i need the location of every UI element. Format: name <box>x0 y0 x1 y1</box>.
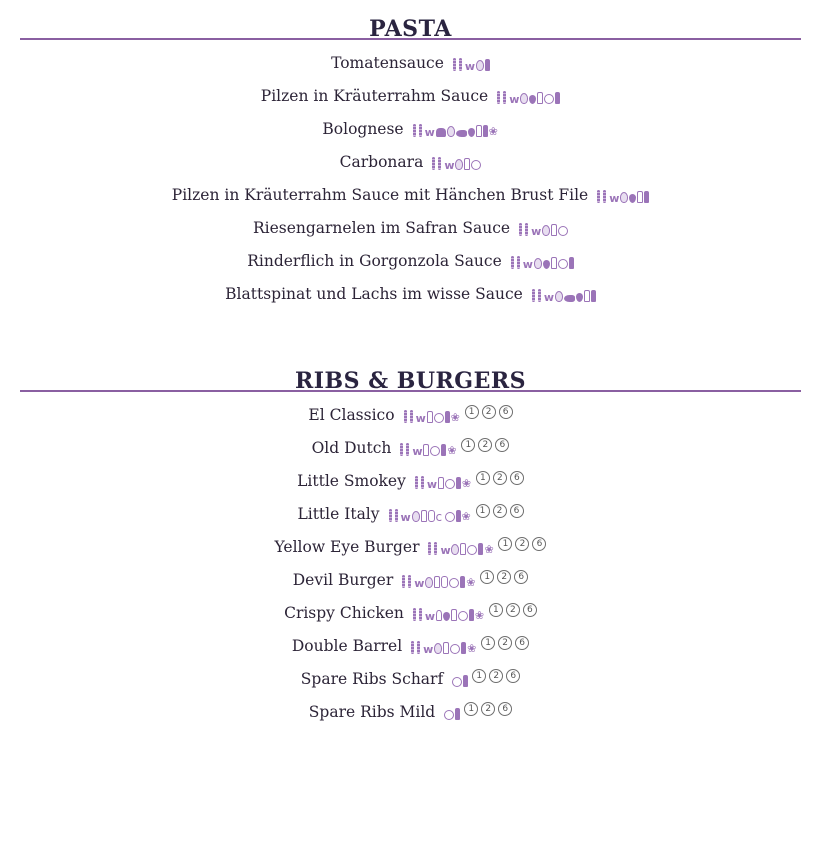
drop-icon <box>468 128 475 137</box>
bottle-icon <box>469 609 474 621</box>
wheat-icon <box>428 542 431 555</box>
menu-item-name: Riesengarnelen im Safran Sauce <box>252 218 511 237</box>
w-icon: w <box>440 543 451 557</box>
allergen-icons <box>597 187 649 203</box>
egg-icon <box>520 93 528 104</box>
menu-item-name: Yellow Eye Burger <box>274 537 420 556</box>
additive-codes <box>480 573 528 587</box>
bottle-icon <box>461 642 466 654</box>
menu-item <box>20 211 801 244</box>
allergen-icons <box>413 121 499 137</box>
circle-icon <box>471 160 481 170</box>
milk-icon <box>451 609 457 621</box>
menu-item <box>20 662 801 695</box>
additive-number-badge: 2 <box>478 438 492 452</box>
wheat-icon <box>404 410 407 423</box>
allergen-icons <box>413 605 485 621</box>
milk-icon <box>421 510 427 522</box>
wheat-icon <box>517 256 520 269</box>
wheat-icon <box>400 443 403 456</box>
bottle-icon <box>569 257 574 269</box>
additive-number-badge: 6 <box>495 438 509 452</box>
additive-codes <box>476 507 524 521</box>
circle-icon <box>467 545 477 555</box>
menu-item-name: Little Italy <box>297 504 380 523</box>
menu-item <box>20 178 801 211</box>
milk-icon <box>476 125 482 137</box>
w-icon: w <box>426 477 438 491</box>
additive-number-badge: 1 <box>472 669 486 683</box>
wheat-icon <box>525 223 528 236</box>
additive-number-badge: 2 <box>493 504 507 518</box>
w-icon: w <box>414 576 425 590</box>
additive-number-badge: 1 <box>465 405 479 419</box>
menu-item <box>20 596 801 629</box>
milk-icon <box>637 191 643 203</box>
leaf-icon: ❀ <box>461 476 472 490</box>
allergen-icons <box>452 671 468 687</box>
menu-item <box>20 464 801 497</box>
additive-number-badge: 2 <box>481 702 495 716</box>
egg-icon <box>542 225 550 236</box>
additive-codes <box>481 639 529 653</box>
milk-icon <box>423 444 429 456</box>
menu-item <box>20 79 801 112</box>
menu-item <box>20 530 801 563</box>
wheat-icon <box>459 58 462 71</box>
wheat-icon <box>395 509 398 522</box>
additive-number-badge: 6 <box>498 702 512 716</box>
menu-item <box>20 46 801 79</box>
additive-number-badge: 1 <box>476 504 490 518</box>
wheat-icon <box>415 476 418 489</box>
wheat-icon <box>417 641 420 654</box>
additive-number-badge: 6 <box>515 636 529 650</box>
leaf-icon: ❀ <box>466 575 476 589</box>
mustard-icon <box>436 610 442 621</box>
menu-list <box>20 46 801 310</box>
egg-icon <box>434 643 442 654</box>
additive-codes <box>489 606 537 620</box>
bottle-icon <box>445 411 450 423</box>
bottle-icon <box>485 59 490 71</box>
w-icon: w <box>522 257 533 271</box>
wheat-icon <box>438 157 441 170</box>
wheat-icon <box>406 443 409 456</box>
wheat-icon <box>511 256 514 269</box>
allergen-icons <box>389 506 472 522</box>
crab-icon <box>436 128 446 137</box>
wheat-icon <box>603 190 606 203</box>
additive-codes <box>498 540 546 554</box>
circle-icon <box>458 611 468 621</box>
additive-number-badge: 6 <box>499 405 513 419</box>
leaf-icon: ❀ <box>450 410 460 424</box>
section-title: PASTA <box>369 16 452 42</box>
additive-number-badge: 2 <box>506 603 520 617</box>
allergen-icons <box>402 572 476 588</box>
allergen-icons <box>411 638 477 654</box>
circle-icon <box>452 677 462 687</box>
egg-icon <box>412 511 420 522</box>
bottle-icon <box>591 290 596 302</box>
w-icon: w <box>400 510 411 524</box>
menu-item-name: Rinderflich in Gorgonzola Sauce <box>247 251 502 270</box>
allergen-icons <box>400 440 457 456</box>
milk-icon <box>551 224 557 236</box>
wheat-icon <box>538 289 541 302</box>
w-icon: w <box>543 290 554 304</box>
section-title: RIBS & BURGERS <box>294 368 527 394</box>
circle-icon <box>434 413 444 423</box>
egg-icon <box>447 126 455 137</box>
w-icon: w <box>444 158 455 172</box>
circle-icon <box>444 710 454 720</box>
w-icon: w <box>423 642 434 656</box>
additive-codes <box>476 474 524 488</box>
milk-icon <box>427 411 433 423</box>
additive-number-badge: 2 <box>497 570 511 584</box>
additive-codes <box>472 672 520 686</box>
circle-icon <box>544 94 554 104</box>
leaf-icon: ❀ <box>461 509 471 523</box>
milk-icon <box>460 543 466 555</box>
additive-number-badge: 6 <box>523 603 537 617</box>
wheat-icon <box>413 608 416 621</box>
wheat-icon <box>421 476 424 489</box>
section-ribs-burgers <box>20 358 801 728</box>
menu-item <box>20 277 801 310</box>
menu-item-name: Crispy Chicken <box>284 603 404 622</box>
egg-icon <box>455 159 463 170</box>
circle-icon <box>558 259 568 269</box>
leaf-icon: ❀ <box>447 443 457 457</box>
menu-item <box>20 145 801 178</box>
additive-number-badge: 1 <box>480 570 494 584</box>
additive-number-badge: 6 <box>510 504 524 518</box>
milk-icon <box>438 477 444 489</box>
drop-icon <box>543 260 550 269</box>
additive-number-badge: 6 <box>532 537 546 551</box>
additive-number-badge: 6 <box>506 669 520 683</box>
additive-number-badge: 1 <box>464 702 478 716</box>
egg-icon <box>476 60 484 71</box>
milk-icon <box>434 576 440 588</box>
circle-icon <box>430 446 440 456</box>
allergen-icons <box>532 286 596 302</box>
additive-number-badge: 2 <box>515 537 529 551</box>
additive-codes <box>464 705 512 719</box>
additive-number-badge: 2 <box>482 405 496 419</box>
allergen-icons <box>432 154 481 170</box>
menu-item <box>20 497 801 530</box>
menu-item-name: Pilzen in Kräuterrahm Sauce mit Hänchen Brust File <box>171 185 589 204</box>
c-icon: c <box>435 509 443 524</box>
egg-icon <box>555 291 563 302</box>
bottle-icon <box>478 543 483 555</box>
menu-item-name: Old Dutch <box>311 438 392 457</box>
menu-item <box>20 398 801 431</box>
bottle-icon <box>463 675 468 687</box>
leaf-icon: ❀ <box>488 124 498 138</box>
wheat-icon <box>434 542 437 555</box>
egg-icon <box>425 577 433 588</box>
fish-icon <box>564 295 575 302</box>
milk-icon <box>584 290 590 302</box>
wheat-icon <box>503 91 506 104</box>
menu-item <box>20 244 801 277</box>
additive-number-badge: 2 <box>493 471 507 485</box>
bottle-icon <box>455 708 460 720</box>
w-icon: w <box>531 224 542 238</box>
egg-icon <box>620 192 628 203</box>
milk-icon <box>464 158 470 170</box>
menu-item <box>20 695 801 728</box>
wheat-icon <box>413 124 416 137</box>
allergen-icons <box>444 704 460 720</box>
additive-number-badge: 1 <box>461 438 475 452</box>
wheat-icon <box>497 91 500 104</box>
milk-icon <box>551 257 557 269</box>
drop-icon <box>629 194 636 203</box>
wheat-icon <box>453 58 456 71</box>
milk-icon <box>537 92 543 104</box>
w-icon: w <box>415 411 426 425</box>
w-icon: w <box>609 191 620 205</box>
circle-icon <box>450 644 460 654</box>
w-icon: w <box>424 609 436 623</box>
additive-number-badge: 6 <box>514 570 528 584</box>
circle-icon <box>445 479 455 489</box>
chain-icon <box>441 576 448 588</box>
allergen-icons <box>519 220 568 236</box>
additive-codes <box>465 408 513 422</box>
menu-item-name: Spare Ribs Mild <box>308 702 436 721</box>
drop-icon <box>443 612 450 621</box>
menu-item-name: Bolognese <box>322 119 404 138</box>
leaf-icon: ❀ <box>474 608 485 622</box>
menu-item-name: Little Smokey <box>297 471 406 490</box>
allergen-icons <box>511 253 574 269</box>
wheat-icon <box>597 190 600 203</box>
drop-icon <box>529 95 536 104</box>
fish-icon <box>456 130 467 137</box>
menu-item-name: Spare Ribs Scharf <box>300 669 444 688</box>
wheat-icon <box>519 223 522 236</box>
drop-icon <box>576 293 583 302</box>
bottle-icon <box>456 477 461 489</box>
menu-item <box>20 629 801 662</box>
bottle-icon <box>555 92 560 104</box>
wheat-icon <box>408 575 411 588</box>
chain-icon <box>428 510 435 522</box>
additive-number-badge: 2 <box>489 669 503 683</box>
additive-number-badge: 1 <box>481 636 495 650</box>
w-icon: w <box>412 444 423 458</box>
wheat-icon <box>410 410 413 423</box>
leaf-icon: ❀ <box>484 542 494 556</box>
menu-list <box>20 398 801 728</box>
w-icon: w <box>464 59 476 73</box>
allergen-icons <box>453 55 490 71</box>
wheat-icon <box>432 157 435 170</box>
additive-number-badge: 6 <box>510 471 524 485</box>
bottle-icon <box>483 125 488 137</box>
menu-item-name: Devil Burger <box>292 570 394 589</box>
wheat-icon <box>389 509 392 522</box>
menu-item <box>20 563 801 596</box>
egg-icon <box>534 258 542 269</box>
bottle-icon <box>644 191 649 203</box>
menu-item-name: Pilzen in Kräuterrahm Sauce <box>260 86 489 105</box>
bottle-icon <box>460 576 465 588</box>
wheat-icon <box>419 608 422 621</box>
wheat-icon <box>411 641 414 654</box>
w-icon: w <box>509 92 520 106</box>
allergen-icons <box>404 407 461 423</box>
w-icon: w <box>424 125 435 139</box>
menu-item <box>20 431 801 464</box>
bottle-icon <box>456 510 461 522</box>
wheat-icon <box>402 575 405 588</box>
section-pasta <box>20 6 801 310</box>
circle-icon <box>558 226 568 236</box>
allergen-icons <box>428 539 494 555</box>
wheat-icon <box>419 124 422 137</box>
menu-item-name: Tomatensauce <box>331 53 444 72</box>
menu-item-name: Blattspinat und Lachs im wisse Sauce <box>225 284 523 303</box>
menu-item <box>20 112 801 145</box>
additive-number-badge: 1 <box>476 471 490 485</box>
allergen-icons <box>497 88 560 104</box>
menu-item-name: Carbonara <box>339 152 424 171</box>
milk-icon <box>443 642 449 654</box>
circle-icon <box>445 512 455 522</box>
bottle-icon <box>441 444 446 456</box>
circle-icon <box>449 578 459 588</box>
menu-item-name: Double Barrel <box>291 636 403 655</box>
additive-number-badge: 1 <box>489 603 503 617</box>
leaf-icon: ❀ <box>467 641 477 655</box>
allergen-icons <box>415 473 472 489</box>
additive-codes <box>461 441 509 455</box>
wheat-icon <box>532 289 535 302</box>
menu-item-name: El Classico <box>308 405 395 424</box>
additive-number-badge: 1 <box>498 537 512 551</box>
additive-number-badge: 2 <box>498 636 512 650</box>
egg-icon <box>451 544 459 555</box>
